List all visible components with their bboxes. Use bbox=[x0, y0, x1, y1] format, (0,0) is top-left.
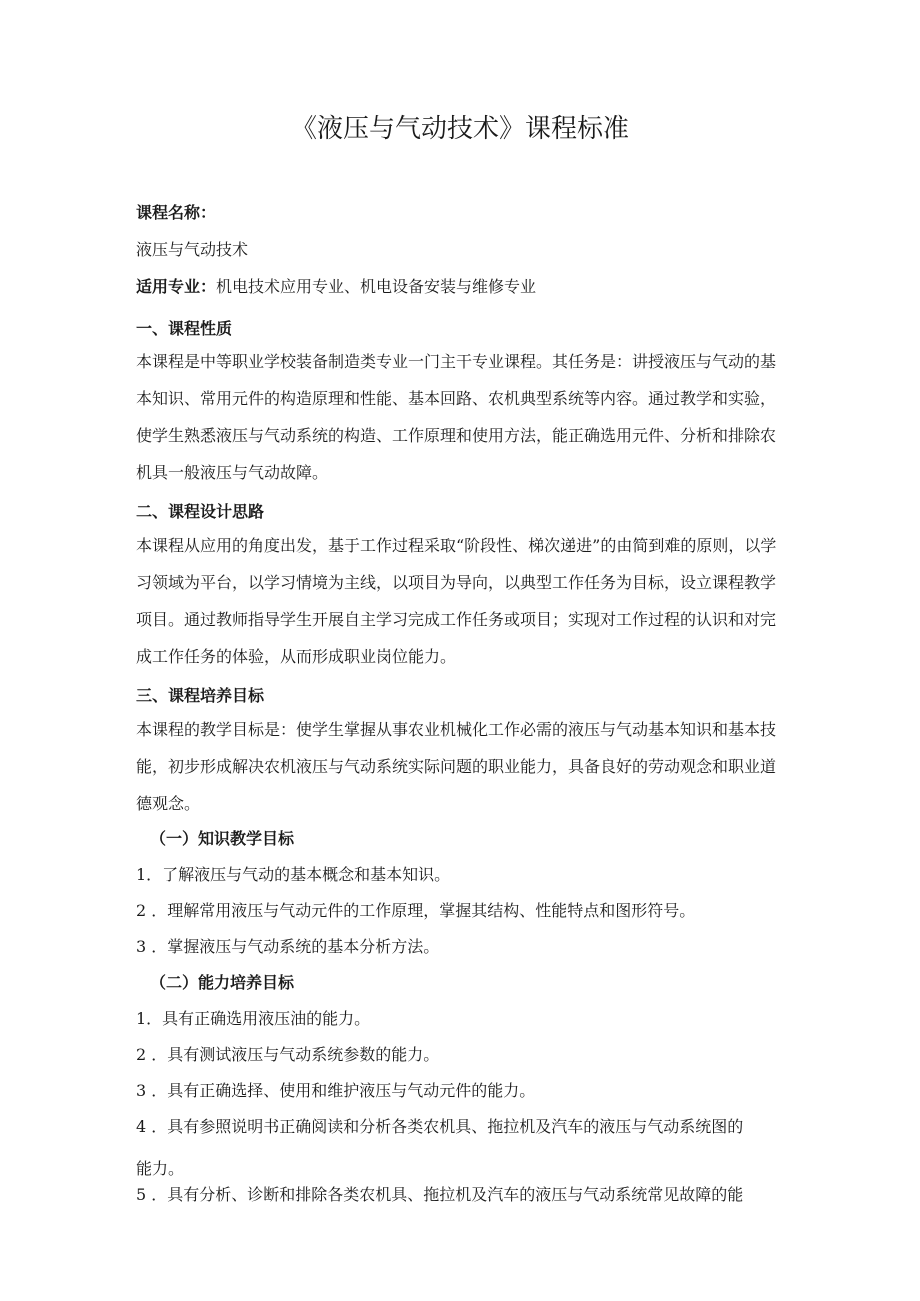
section-body-1 bbox=[136, 343, 790, 491]
section-body-1-text: 本课程是中等职业学校装备制造类专业一门主干专业课程。其任务是：讲授液压与气动的基本知识、常用元件的构造原理和性能、基本回路、农机典型系统等内容。通过教学和实验，使学生熟悉液压与气动系统的构造、工作原理和使用方法，能正确选用元件、分析和排除农机具一般液压与气动故障。 bbox=[136, 352, 777, 482]
section-heading-1: 一、课程性质 bbox=[136, 319, 233, 338]
knowledge-item-1: 1．了解液压与气动的基本概念和基本知识。 bbox=[136, 865, 451, 884]
knowledge-heading: （一）知识教学目标 bbox=[150, 829, 295, 848]
section-body-3: 本课程的教学目标是：使学生掌握从事农业机械化工作必需的液压与气动基本知识和基本技能，初步形成解决农机液压与气动系统实际问题的职业能力，具备良好的劳动观念和职业道德观念。 bbox=[136, 720, 777, 813]
section-body-2: 本课程从应用的角度出发，基于工作过程采取“阶段性、梯次递进”的由简到难的原则，以学习领域为平台，以学习情境为主线，以项目为导向，以典型工作任务为目标，设立课程教学项目。通过教师指导学生开展自主学习完成工作任务或项目；实现对工作过程的认识和对完成工作任务的体验，从而形成职业岗位能力。 bbox=[136, 536, 777, 666]
section-heading-2: 二、课程设计思路 bbox=[136, 502, 265, 521]
ability-heading: （二）能力培养目标 bbox=[150, 973, 295, 992]
ability-item-2: 2 ．具有测试液压与气动系统参数的能力。 bbox=[136, 1045, 440, 1064]
ability-item-5: 5 ．具有分析、诊断和排除各类农机具、拖拉机及汽车的液压与气动系统常见故障的能 bbox=[136, 1185, 744, 1204]
section-heading-3: 三、课程培养目标 bbox=[136, 686, 265, 705]
knowledge-item-2: 2 ．理解常用液压与气动元件的工作原理，掌握其结构、性能特点和图形符号。 bbox=[136, 901, 696, 920]
major-value: 机电技术应用专业、机电设备安装与维修专业 bbox=[216, 277, 537, 296]
course-name-value: 液压与气动技术 bbox=[136, 240, 249, 259]
major-line bbox=[136, 274, 536, 297]
document-title: 《液压与气动技术》课程标准 bbox=[290, 114, 629, 144]
knowledge-item-3: 3 ．掌握液压与气动系统的基本分析方法。 bbox=[136, 937, 440, 956]
course-name-label: 课程名称： bbox=[136, 203, 217, 222]
ability-item-1: 1．具有正确选用液压油的能力。 bbox=[136, 1009, 371, 1028]
ability-item-4: 4 ．具有参照说明书正确阅读和分析各类农机具、拖拉机及汽车的液压与气动系统图的 bbox=[136, 1117, 744, 1136]
ability-item-3: 3 ．具有正确选择、使用和维护液压与气动元件的能力。 bbox=[136, 1081, 536, 1100]
ability-item-4-cont: 能力。 bbox=[136, 1159, 185, 1178]
major-label: 适用专业： bbox=[136, 277, 217, 296]
